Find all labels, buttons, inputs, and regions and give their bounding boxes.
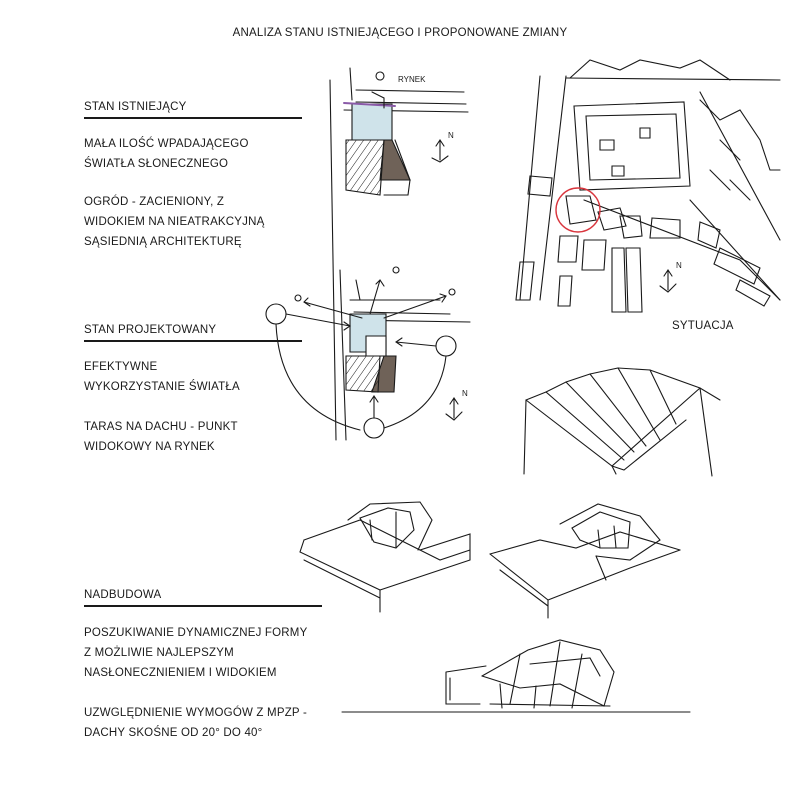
heading-extension: NADBUDOWA <box>84 589 162 601</box>
designed-note-1-line-1: EFEKTYWNE <box>84 361 158 373</box>
existing-note-1-line-1: MAŁA ILOŚĆ WPADAJĄCEGO <box>84 138 249 150</box>
extension-note-2-line-2: DACHY SKOŚNE OD 20° DO 40° <box>84 727 263 739</box>
extension-note-2-line-1: UZWGLĘDNIENIE WYMOGÓW Z MPZP - <box>84 707 308 719</box>
rynek-label: RYNEK <box>398 75 426 84</box>
existing-note-1-line-2: ŚWIATŁA SŁONECZNEGO <box>84 158 229 170</box>
site-plan-label: SYTUACJA <box>672 320 734 332</box>
heading-designed-state: STAN PROJEKTOWANY <box>84 324 217 336</box>
heading-existing-state: STAN ISTNIEJĄCY <box>84 101 187 113</box>
site-plan-sketch <box>516 60 780 312</box>
north-label-site: N <box>676 261 682 270</box>
existing-note-2-line-2: WIDOKIEM NA NIEATRAKCYJNĄ <box>84 216 265 228</box>
north-label-designed: N <box>462 389 468 398</box>
extension-note-1-line-2: Z MOŻLIWIE NAJLEPSZYM <box>84 647 234 659</box>
designed-note-2-line-2: WIDOKOWY NA RYNEK <box>84 441 215 453</box>
extension-note-1-line-3: NASŁONECZNIENIEM I WIDOKIEM <box>84 667 277 679</box>
designed-note-2-line-1: TARAS NA DACHU - PUNKT <box>84 421 238 433</box>
perspective-sketch-right <box>490 504 680 618</box>
perspective-sketch-left <box>300 502 470 612</box>
page-title: ANALIZA STANU ISTNIEJĄCEGO I PROPONOWANE ZMIANY <box>232 27 568 39</box>
roof-fold-sketch <box>524 368 720 476</box>
existing-note-2-line-1: OGRÓD - ZACIENIONY, Z <box>84 196 225 208</box>
designed-note-1-line-2: WYKORZYSTANIE ŚWIATŁA <box>84 381 240 393</box>
extension-note-1-line-1: POSZUKIWANIE DYNAMICZNEJ FORMY <box>84 627 308 639</box>
designed-state-sketch <box>266 267 470 440</box>
north-label-existing: N <box>448 131 454 140</box>
existing-note-2-line-3: SĄSIEDNIĄ ARCHITEKTURĘ <box>84 236 242 248</box>
elevation-sketch <box>342 640 690 712</box>
